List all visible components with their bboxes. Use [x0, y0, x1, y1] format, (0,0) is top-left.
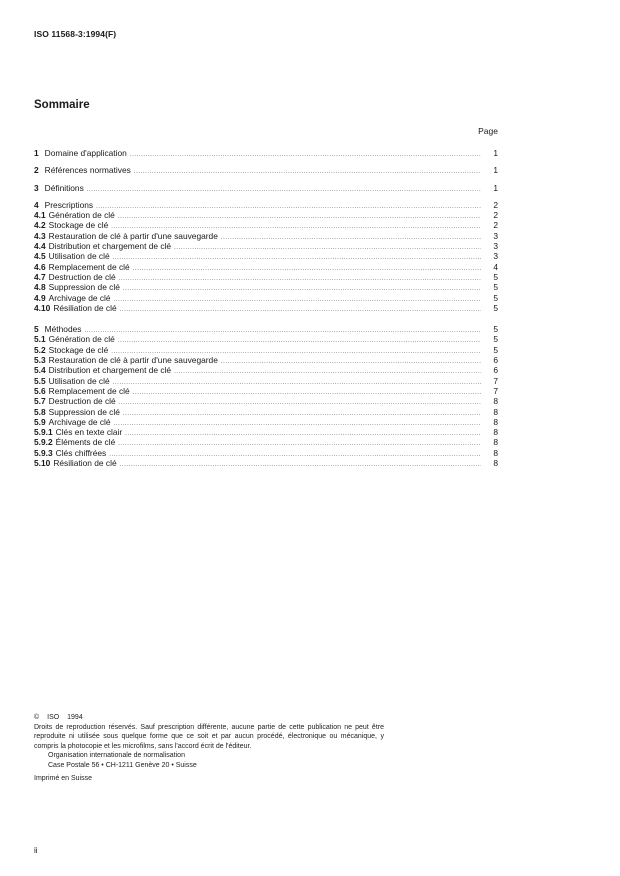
- toc-entry-label: Résiliation de clé: [53, 458, 117, 469]
- copyright-org: ISO: [47, 714, 60, 721]
- toc-entry-label: Stockage de clé: [48, 220, 109, 231]
- table-of-contents: [34, 148, 498, 468]
- toc-entry-page: 5: [493, 334, 498, 345]
- toc-dot-leader: [120, 305, 481, 315]
- toc-entry-label: Destruction de clé: [48, 396, 116, 407]
- toc-dot-leader: [130, 150, 481, 160]
- toc-entry-page: 5: [493, 271, 498, 282]
- toc-dot-leader: [120, 460, 481, 470]
- toc-entry-number: 4.5: [34, 251, 46, 262]
- toc-dot-leader: [118, 336, 481, 346]
- organisation-name: Organisation internationale de normalisation: [48, 752, 185, 760]
- toc-entry-label: Distribution et chargement de clé: [48, 241, 172, 252]
- document-header: ISO 11568-3:1994(F): [34, 29, 117, 39]
- toc-entry: [34, 231, 498, 241]
- toc-dot-leader: [125, 429, 481, 439]
- toc-entry-label: Résiliation de clé: [53, 302, 117, 313]
- toc-entry: [34, 355, 498, 365]
- page-column-label: Page: [478, 126, 498, 136]
- toc-entry: [34, 437, 498, 447]
- toc-entry-number: 3: [34, 182, 39, 193]
- toc-entry-number: 5.9.2: [34, 437, 53, 448]
- toc-entry-page: 1: [493, 182, 498, 193]
- toc-entry-label: Archivage de clé: [48, 416, 111, 427]
- toc-entry-number: 5.9.3: [34, 447, 53, 458]
- toc-entry-number: 5.9.1: [34, 427, 53, 438]
- toc-dot-leader: [114, 295, 481, 305]
- toc-dot-leader: [133, 388, 481, 398]
- toc-dot-leader: [84, 326, 481, 336]
- toc-entry-page: 8: [493, 437, 498, 448]
- toc-entry-number: 4.2: [34, 220, 46, 231]
- toc-entry-number: 1: [34, 148, 39, 158]
- toc-entry-page: 2: [493, 220, 498, 231]
- toc-dot-leader: [119, 398, 481, 408]
- toc-entry-number: 5.10: [34, 458, 51, 469]
- toc-entry-number: 4.9: [34, 292, 46, 303]
- toc-entry-page: 2: [493, 199, 498, 210]
- toc-entry-page: 6: [493, 355, 498, 366]
- toc-entry-page: 5: [493, 302, 498, 313]
- toc-entry-page: 5: [493, 324, 498, 335]
- toc-entry: [34, 324, 498, 334]
- toc-entry: [34, 293, 498, 303]
- copyright-footer: [34, 713, 384, 783]
- toc-entry-number: 4.10: [34, 302, 51, 313]
- toc-entry-page: 8: [493, 416, 498, 427]
- toc-entry-number: 2: [34, 165, 39, 176]
- toc-entry-number: 4: [34, 199, 39, 210]
- toc-entry: [34, 407, 498, 417]
- toc-dot-leader: [113, 378, 481, 388]
- toc-entry-label: Éléments de clé: [55, 437, 116, 448]
- toc-entry: [34, 282, 498, 292]
- toc-entry-label: Remplacement de clé: [48, 261, 130, 272]
- toc-entry-label: Suppression de clé: [48, 282, 120, 293]
- toc-entry-label: Distribution et chargement de clé: [48, 365, 172, 376]
- toc-entry-number: 4.8: [34, 282, 46, 293]
- toc-entry-page: 8: [493, 406, 498, 417]
- toc-entry-number: 5.4: [34, 365, 46, 376]
- toc-entry-number: 5.1: [34, 334, 46, 345]
- toc-entry-number: 4.4: [34, 241, 46, 252]
- toc-dot-leader: [174, 243, 481, 253]
- toc-dot-leader: [123, 409, 481, 419]
- toc-entry: [34, 262, 498, 272]
- toc-entry-number: 5.8: [34, 406, 46, 417]
- toc-entry: [34, 345, 498, 355]
- toc-entry-page: 5: [493, 292, 498, 303]
- toc-entry-page: 2: [493, 210, 498, 221]
- toc-entry-number: 4.1: [34, 210, 46, 221]
- toc-dot-leader: [96, 202, 481, 212]
- toc-entry: [34, 148, 498, 158]
- toc-entry-page: 5: [493, 344, 498, 355]
- toc-entry-page: 1: [493, 165, 498, 176]
- toc-entry-page: 8: [493, 396, 498, 407]
- toc-entry: [34, 376, 498, 386]
- toc-dot-leader: [114, 419, 481, 429]
- copyright-year: 1994: [67, 714, 83, 721]
- toc-entry-page: 6: [493, 365, 498, 376]
- toc-entry-label: Restauration de clé à partir d'une sauvegarde: [48, 355, 218, 366]
- toc-entry-page: 7: [493, 385, 498, 396]
- toc-entry-number: 5.7: [34, 396, 46, 407]
- toc-entry-label: Domaine d'application: [44, 148, 127, 158]
- toc-dot-leader: [134, 167, 481, 177]
- toc-dot-leader: [133, 264, 481, 274]
- toc-entry-label: Archivage de clé: [48, 292, 111, 303]
- toc-dot-leader: [174, 367, 481, 377]
- toc-entry: [34, 427, 498, 437]
- toc-entry-number: 5: [34, 324, 39, 335]
- toc-entry: [34, 200, 498, 210]
- toc-entry: [34, 210, 498, 220]
- toc-dot-leader: [87, 185, 481, 195]
- toc-entry-number: 5.6: [34, 385, 46, 396]
- toc-dot-leader: [123, 284, 481, 294]
- toc-dot-leader: [221, 357, 481, 367]
- printed-in: Imprimé en Suisse: [34, 774, 92, 782]
- toc-entry: [34, 386, 498, 396]
- toc-dot-leader: [118, 439, 481, 449]
- toc-entry-label: Suppression de clé: [48, 406, 120, 417]
- toc-entry: [34, 448, 498, 458]
- toc-entry-number: 4.6: [34, 261, 46, 272]
- toc-entry-page: 1: [493, 148, 498, 158]
- toc-entry: [34, 251, 498, 261]
- toc-entry: [34, 334, 498, 344]
- toc-entry-number: 5.9: [34, 416, 46, 427]
- toc-entry-label: Utilisation de clé: [48, 251, 110, 262]
- toc-entry-number: 4.7: [34, 271, 46, 282]
- toc-entry: [34, 241, 498, 251]
- toc-entry-page: 8: [493, 427, 498, 438]
- toc-entry: [34, 303, 498, 313]
- toc-entry: [34, 458, 498, 468]
- toc-entry-label: Prescriptions: [44, 199, 94, 210]
- toc-dot-leader: [109, 450, 481, 460]
- toc-entry-page: 8: [493, 447, 498, 458]
- toc-entry-label: Stockage de clé: [48, 344, 109, 355]
- toc-entry-number: 5.5: [34, 375, 46, 386]
- toc-entry-page: 3: [493, 230, 498, 241]
- toc-entry-page: 3: [493, 241, 498, 252]
- toc-entry-page: 3: [493, 251, 498, 262]
- toc-entry-label: Utilisation de clé: [48, 375, 110, 386]
- toc-entry: [34, 417, 498, 427]
- toc-dot-leader: [118, 212, 481, 222]
- toc-entry-label: Remplacement de clé: [48, 385, 130, 396]
- toc-entry-number: 4.3: [34, 230, 46, 241]
- toc-entry-label: Méthodes: [44, 324, 82, 335]
- page-number: ii: [34, 846, 38, 855]
- copyright-line: [34, 713, 384, 723]
- copyright-symbol: ©: [34, 714, 40, 721]
- page-title: Sommaire: [34, 99, 90, 111]
- toc-entry-number: 5.2: [34, 344, 46, 355]
- toc-entry-label: Génération de clé: [48, 210, 115, 221]
- toc-entry-page: 5: [493, 282, 498, 293]
- toc-entry: [34, 220, 498, 230]
- toc-entry-label: Destruction de clé: [48, 271, 116, 282]
- toc-entry-page: 7: [493, 375, 498, 386]
- toc-entry-label: Clés chiffrées: [55, 447, 107, 458]
- toc-dot-leader: [113, 253, 481, 263]
- toc-entry: [34, 272, 498, 282]
- copyright-notice: Droits de reproduction réservés. Sauf prescription différente, aucune partie de cette publication ne peut être reproduite ni utilisée sous quelque forme que ce soit et par aucun procédé, électronique ou mécanique, y compris la photocopie et les microfilms, sans l'accord écrit de l'éditeur.: [34, 723, 384, 750]
- toc-dot-leader: [119, 274, 481, 284]
- organisation-address: Case Postale 56 • CH-1211 Genève 20 • Suisse: [48, 761, 197, 769]
- toc-entry-page: 8: [493, 458, 498, 469]
- toc-entry-label: Références normatives: [44, 165, 131, 176]
- toc-dot-leader: [221, 233, 481, 243]
- toc-entry: [34, 396, 498, 406]
- toc-entry-label: Définitions: [44, 182, 84, 193]
- toc-entry: [34, 365, 498, 375]
- toc-entry-page: 4: [493, 261, 498, 272]
- toc-entry: [34, 183, 498, 193]
- toc-entry: [34, 165, 498, 175]
- toc-entry-label: Génération de clé: [48, 334, 115, 345]
- toc-entry-label: Clés en texte clair: [55, 427, 123, 438]
- toc-entry-number: 5.3: [34, 355, 46, 366]
- toc-entry-label: Restauration de clé à partir d'une sauvegarde: [48, 230, 218, 241]
